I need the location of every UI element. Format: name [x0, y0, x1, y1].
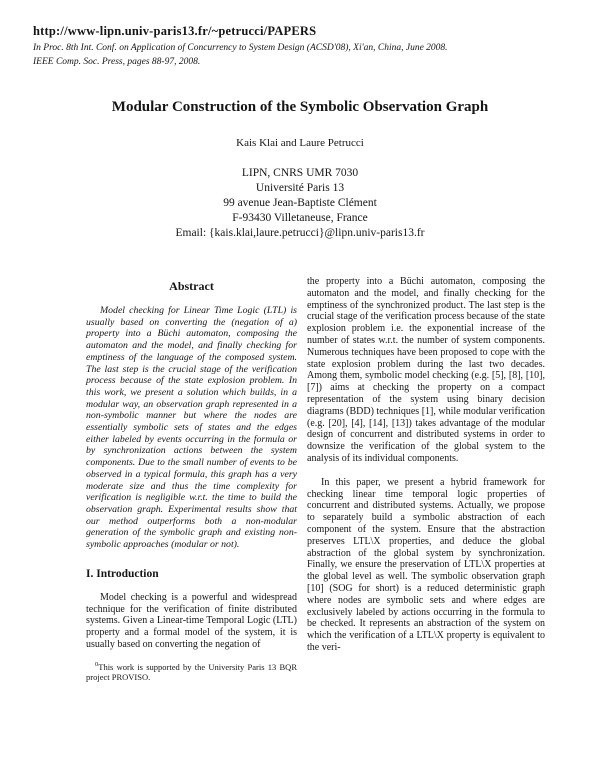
citation-line-2: IEEE Comp. Soc. Press, pages 88-97, 2008. — [33, 56, 201, 67]
introduction-heading: I. Introduction — [86, 567, 159, 580]
affiliation-block — [0, 166, 600, 241]
affiliation-line: F-93430 Villetaneuse, France — [232, 212, 368, 224]
footnote-marker: 0 — [95, 660, 99, 668]
paper-url: http://www-lipn.univ-paris13.fr/~petrucci/PAPERS — [33, 24, 317, 38]
introduction-paragraph-right-1: the property into a Büchi automaton, composing the automaton and the model, and finally checking for the emptiness of the synchronized product. The last step is the crucial stage of the verification process because of the state explosion problem i.e. the exponential increase of the number of states w.r.t. the number of system components. Numerous techniques have been proposed to cope with the state explosion problem during the last two decades. Among them, symbolic model checking (e.g. [5], [8], [10], [7]) aims at checking the property on a compact representation of the system using binary decision diagrams (BDD) techniques [1], while modular verification (e.g. [20], [4], [14], [13]) takes advantage of the modular design of concurrent and distributed systems in order to downsize the verification of the global system to the analysis of its individual components. — [307, 276, 545, 464]
left-column — [86, 276, 297, 683]
footnote-text: This work is supported by the University Paris 13 BQR project PROVISO. — [86, 661, 297, 683]
affiliation-line: LIPN, CNRS UMR 7030 — [241, 167, 359, 179]
introduction-paragraph-left: Model checking is a powerful and widespread technique for the verification of finite distributed systems. Given a Linear-time Temporal Logic (LTL) property and a formal model of the system, it is usually based on converting the negation of — [86, 591, 297, 650]
citation-line-1: In Proc. 8th Int. Conf. on Application of Concurrency to System Design (ACSD'08), Xi'an, China, June 2008. — [33, 43, 448, 53]
affiliation-line: Université Paris 13 — [255, 182, 345, 194]
right-column — [307, 276, 545, 683]
abstract-text: Model checking for Linear Time Logic (LTL) is usually based on converting the (negation of a) property into a Büchi automaton, composing the automaton and the model, and finally checking for emptiness of the language of the composed system. The last step is the crucial stage of the verification process because of the state explosion problem. In this work, we present a solution which builds, in a modular way, an observation graph represented in a non-symbolic manner but where the nodes are essentially symbolic sets of states and the edges either labeled by events occurring in the formula or by synchronization actions between the system components. Due to the small number of events to be observed in a typical formula, this graph has a very moderate size and thus the time complexity for verification is negligible w.r.t. the time to build the observation graph. Experimental results show that our method outperforms both a non-modular generation of the symbolic graph and existing non-symbolic approaches (modular or not). — [86, 305, 297, 551]
abstract-heading: Abstract — [169, 279, 214, 293]
paper-title: Modular Construction of the Symbolic Observation Graph — [111, 99, 489, 115]
footnote — [86, 662, 297, 683]
affiliation-line: 99 avenue Jean-Baptiste Clément — [223, 197, 377, 209]
page-header — [33, 24, 573, 69]
affiliation-line: Email: {kais.klai,laure.petrucci}@lipn.univ-paris13.fr — [175, 227, 425, 239]
two-column-body — [86, 276, 545, 683]
paper-authors: Kais Klai and Laure Petrucci — [236, 137, 364, 149]
introduction-paragraph-right-2: In this paper, we present a hybrid framework for checking linear time temporal logic properties of concurrent and distributed systems. Actually, we propose to separately build a symbolic abstraction of each component of the system. Ensure that the abstraction preserves LTL\X properties, and deduce the global abstraction of the global system by synchronization. Finally, we ensure the preservation of LTL\X properties at the global level as well. The symbolic observation graph [10] (SOG for short) is a reduced deterministic graph where nodes are symbolic sets and where edges are exclusively labeled by actions occurring in the formula to be checked. It represents an abstraction of the system on which the verification of a LTL\X property is equivalent to the veri- — [307, 476, 545, 653]
